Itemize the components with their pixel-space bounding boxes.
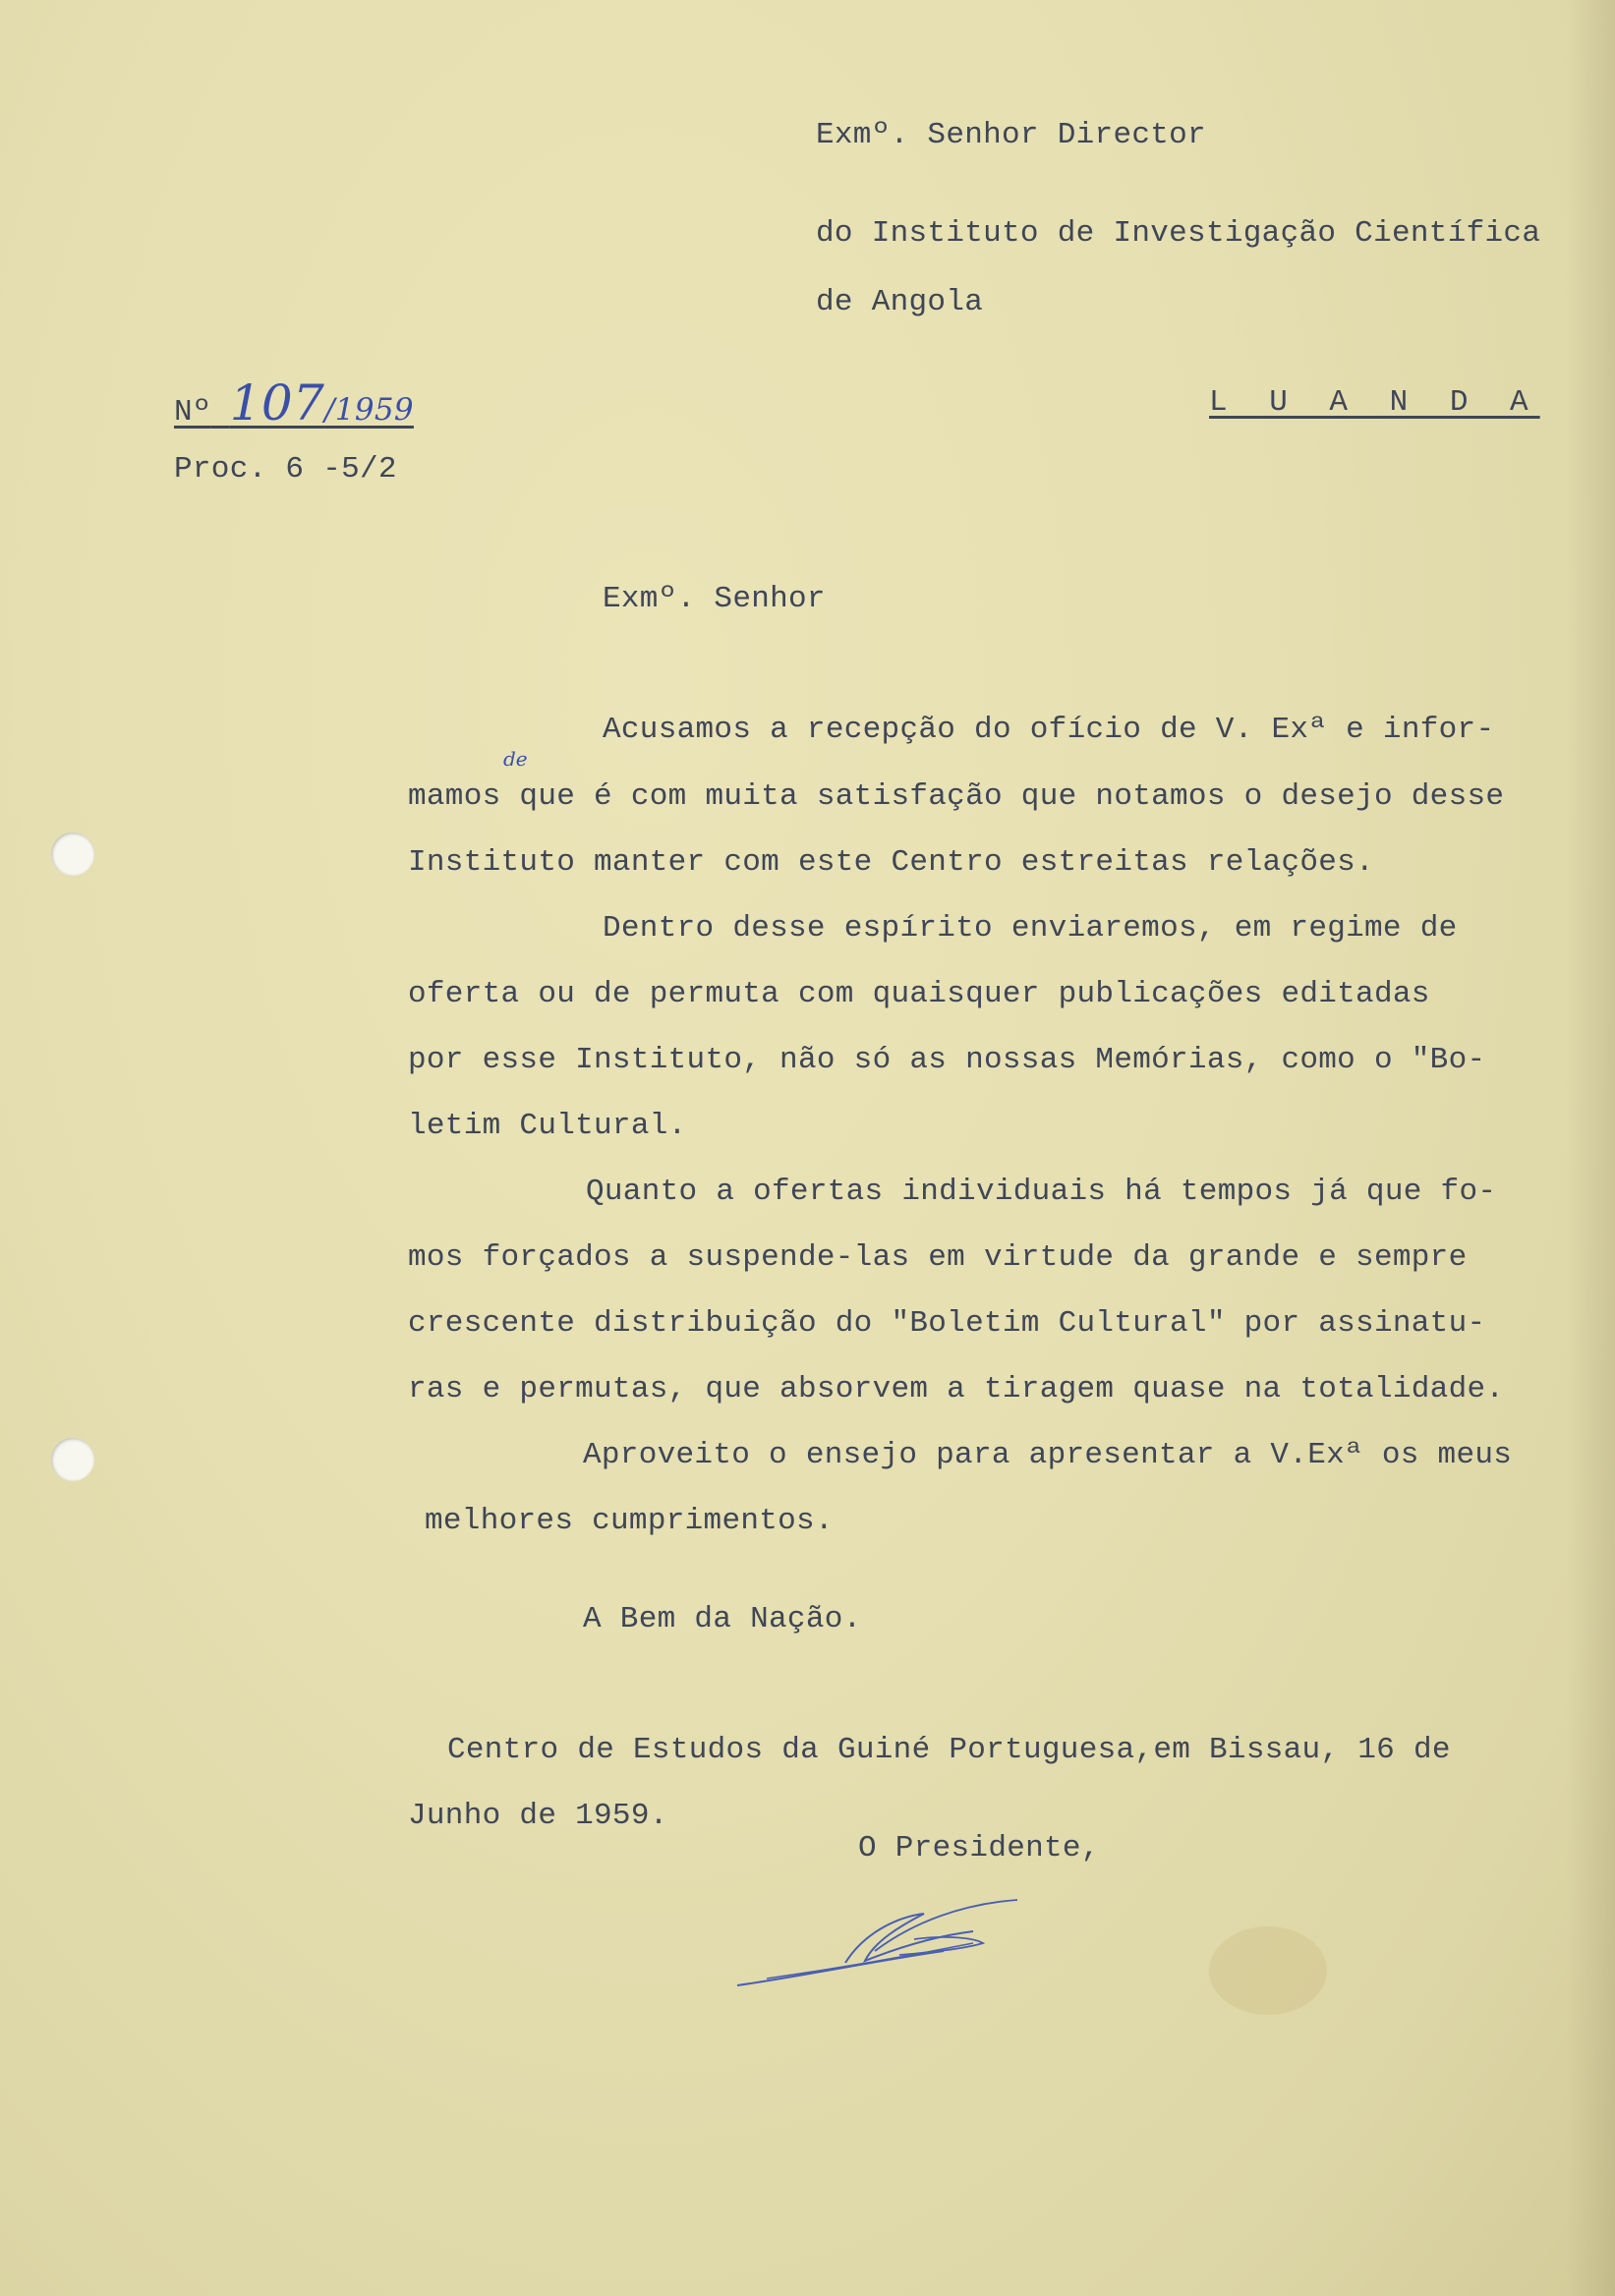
recipient-line-2: do Instituto de Investigação Científica [816, 216, 1541, 251]
reference-number-year: /1959 [324, 392, 414, 428]
body-paragraph-3-line-1: Quanto a ofertas individuais há tempos já que fo- [586, 1175, 1497, 1209]
body-paragraph-3-line-2: mos forçados a suspende-las em virtude da grande e sempre [408, 1240, 1468, 1275]
body-paragraph-3-line-3: crescente distribuição do "Boletim Cultural" por assinatu- [408, 1306, 1486, 1341]
handwritten-insertion: de [503, 747, 528, 771]
place-date-line-2: Junho de 1959. [408, 1799, 668, 1833]
body-paragraph-2-line-3: por esse Instituto, não só as nossas Memórias, como o "Bo- [408, 1043, 1486, 1077]
body-paragraph-2-line-1: Dentro desse espírito enviaremos, em regime de [603, 911, 1458, 946]
process-number: Proc. 6 -5/2 [174, 452, 397, 487]
punch-hole-bottom [51, 1438, 94, 1481]
body-paragraph-2-line-4: letim Cultural. [408, 1109, 687, 1143]
handwritten-signature [727, 1892, 1032, 2000]
body-paragraph-1-line-1: Acusamos a recepção do ofício de V. Exª e infor- [603, 713, 1495, 747]
body-paragraph-4-line-2: melhores cumprimentos. [425, 1504, 834, 1538]
page-edge-shadow [1566, 0, 1615, 2296]
recipient-line-3: de Angola [816, 285, 984, 319]
reference-number [174, 374, 414, 431]
reference-number-handwritten: 107 [229, 374, 325, 431]
reference-number-prefix: Nº [174, 395, 211, 430]
salutation: Exmº. Senhor [603, 582, 826, 616]
signatory-title: O Presidente, [858, 1831, 1100, 1866]
body-paragraph-3-line-4: ras e permutas, que absorvem a tiragem quase na totalidade. [408, 1372, 1505, 1406]
body-paragraph-2-line-2: oferta ou de permuta com quaisquer publicações editadas [408, 977, 1430, 1011]
punch-hole-top [51, 832, 94, 876]
recipient-city: L U A N D A [1209, 385, 1540, 420]
body-paragraph-1-line-2: mamos que é com muita satisfação que notamos o desejo desse [408, 779, 1505, 814]
recipient-line-1: Exmº. Senhor Director [816, 118, 1206, 152]
body-paragraph-1-line-3: Instituto manter com este Centro estreitas relações. [408, 845, 1374, 880]
closing-formula: A Bem da Nação. [583, 1602, 862, 1636]
place-date-line-1: Centro de Estudos da Guiné Portuguesa,em Bissau, 16 de [447, 1733, 1451, 1767]
body-paragraph-4-line-1: Aproveito o ensejo para apresentar a V.Exª os meus [583, 1438, 1513, 1472]
paper-stain [1209, 1926, 1327, 2015]
